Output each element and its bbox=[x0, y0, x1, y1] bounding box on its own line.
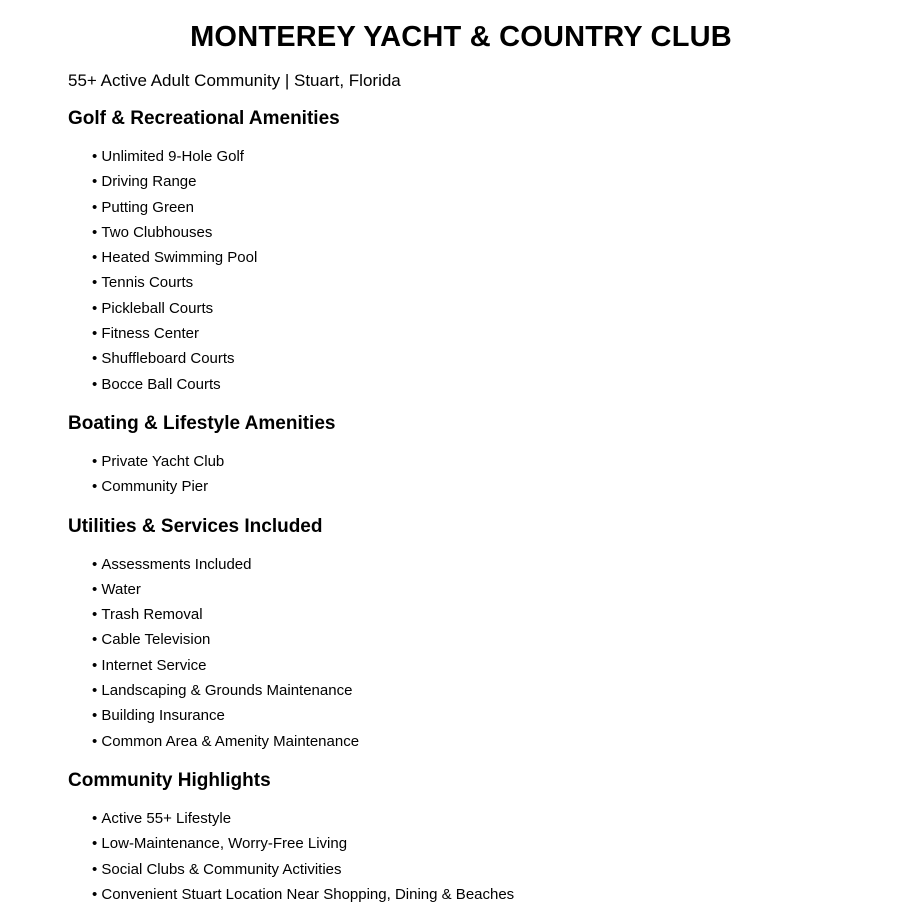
list-item: • Assessments Included bbox=[92, 552, 854, 577]
list-item: • Fitness Center bbox=[92, 321, 854, 346]
community-highlights-list bbox=[68, 806, 854, 907]
list-item: • Active 55+ Lifestyle bbox=[92, 806, 854, 831]
list-item: • Building Insurance bbox=[92, 703, 854, 728]
section-boating-lifestyle-amenities bbox=[68, 411, 854, 500]
list-item: • Heated Swimming Pool bbox=[92, 245, 854, 270]
list-item: • Landscaping & Grounds Maintenance bbox=[92, 678, 854, 703]
list-item: • Private Yacht Club bbox=[92, 449, 854, 474]
list-item: • Water bbox=[92, 577, 854, 602]
utilities-list bbox=[68, 552, 854, 754]
boating-amenities-list bbox=[68, 449, 854, 500]
list-item: • Low-Maintenance, Worry-Free Living bbox=[92, 831, 854, 856]
list-item: • Internet Service bbox=[92, 653, 854, 678]
section-heading-boating: Boating & Lifestyle Amenities bbox=[68, 412, 336, 434]
section-heading-golf: Golf & Recreational Amenities bbox=[68, 108, 340, 129]
section-heading-community: Community Highlights bbox=[68, 769, 271, 791]
page-title: MONTEREY YACHT & COUNTRY CLUB bbox=[190, 21, 732, 53]
list-item: • Pickleball Courts bbox=[92, 296, 854, 321]
list-item: • Shuffleboard Courts bbox=[92, 346, 854, 371]
golf-amenities-list bbox=[68, 144, 854, 397]
list-item: • Driving Range bbox=[92, 169, 854, 194]
list-item: • Convenient Stuart Location Near Shopping, Dining & Beaches bbox=[92, 882, 854, 907]
list-item: • Cable Television bbox=[92, 627, 854, 652]
list-item: • Two Clubhouses bbox=[92, 220, 854, 245]
list-item: • Common Area & Amenity Maintenance bbox=[92, 729, 854, 754]
list-item: • Tennis Courts bbox=[92, 270, 854, 295]
list-item: • Trash Removal bbox=[92, 602, 854, 627]
list-item: • Putting Green bbox=[92, 195, 854, 220]
section-utilities-services bbox=[68, 514, 854, 754]
list-item: • Bocce Ball Courts bbox=[92, 372, 854, 397]
list-item: • Community Pier bbox=[92, 474, 854, 499]
section-heading-utilities: Utilities & Services Included bbox=[68, 515, 323, 537]
list-item: • Unlimited 9-Hole Golf bbox=[92, 144, 854, 169]
section-golf-recreational-amenities bbox=[68, 106, 854, 397]
page-subtitle: 55+ Active Adult Community | Stuart, Florida bbox=[68, 71, 401, 90]
list-item: • Social Clubs & Community Activities bbox=[92, 857, 854, 882]
section-community-highlights bbox=[68, 768, 854, 907]
